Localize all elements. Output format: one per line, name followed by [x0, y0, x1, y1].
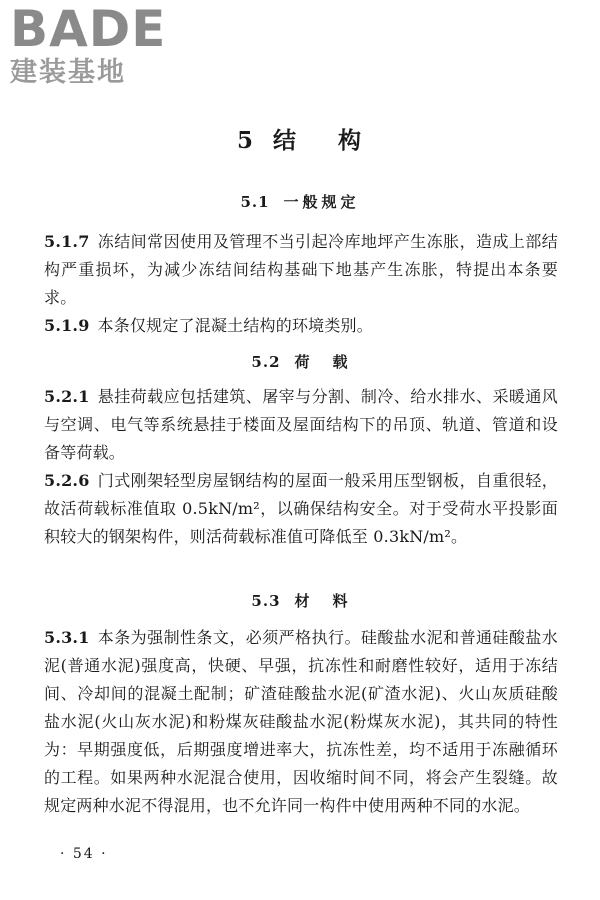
clause-5-2-1 — [44, 383, 558, 467]
section-number: 5.2 — [251, 353, 281, 371]
clause-text: 悬挂荷载应包括建筑、屠宰与分割、制冷、给水排水、采暖通风与空调、电气等系统悬挂于楼面及屋面结构下的吊顶、轨道、管道和设备等荷载。 — [44, 387, 558, 462]
clause-number: 5.3.1 — [44, 628, 90, 647]
clause-number: 5.1.7 — [44, 232, 90, 251]
section-heading-5-2 — [0, 351, 600, 372]
brand-logo — [10, 0, 180, 94]
section-number: 5.1 — [240, 193, 270, 211]
chapter-title-part1: 结 — [273, 127, 298, 154]
chapter-number: 5 — [236, 127, 255, 154]
section-heading-5-1 — [0, 191, 600, 212]
section-title-part2: 料 — [332, 592, 349, 610]
clause-5-2-6 — [44, 467, 558, 551]
logo-subtitle: 建装基地 — [10, 57, 126, 88]
clause-5-1-9 — [44, 312, 558, 340]
clause-text: 本条为强制性条文，必须严格执行。硅酸盐水泥和普通硅酸盐水泥(普通水泥)强度高，快硬、早强，抗冻性和耐磨性较好，适用于冻结间、冷却间的混凝土配制；矿渣硅酸盐水泥(矿渣水泥)、火山灰质硅酸盐水泥(火山灰水泥)和粉煤灰硅酸盐水泥(粉煤灰水泥)，其共同的特性为：早期强度低，后期强度增进率大，抗冻性差，均不适用于冻融循环的工程。如果两种水泥混合使用，因收缩时间不同，将会产生裂缝。故规定两种水泥不得混用，也不允许同一构件中使用两种不同的水泥。 — [44, 628, 558, 815]
clause-text: 本条仅规定了混凝土结构的环境类别。 — [97, 316, 373, 335]
clause-number: 5.2.1 — [44, 387, 90, 406]
section-title-part1: 荷 — [294, 353, 311, 371]
section-title: 一般规定 — [283, 193, 360, 211]
clause-5-3-1 — [44, 624, 558, 820]
section-number: 5.3 — [251, 592, 281, 610]
section-title-part1: 材 — [294, 592, 311, 610]
section-heading-5-3 — [0, 590, 600, 611]
clause-text: 门式刚架轻型房屋钢结构的屋面一般采用压型钢板，自重很轻，故活荷载标准值取 0.5kN/m²，以确保结构安全。对于受荷水平投影面积较大的钢架构件，则活荷载标准值可降低至 0.3kN/m²。 — [44, 471, 558, 546]
chapter-title — [0, 122, 600, 155]
section-title-part2: 载 — [332, 353, 349, 371]
logo-wordmark: BADE — [10, 0, 167, 58]
clause-5-1-7 — [44, 228, 558, 312]
clause-number: 5.2.6 — [44, 471, 90, 490]
clause-text: 冻结间常因使用及管理不当引起冷库地坪产生冻胀，造成上部结构严重损坏，为减少冻结间结构基础下地基产生冻胀，特提出本条要求。 — [44, 232, 558, 307]
page-number: · 54 · — [60, 846, 108, 862]
chapter-title-part2: 构 — [338, 127, 363, 154]
clause-number: 5.1.9 — [44, 316, 90, 335]
